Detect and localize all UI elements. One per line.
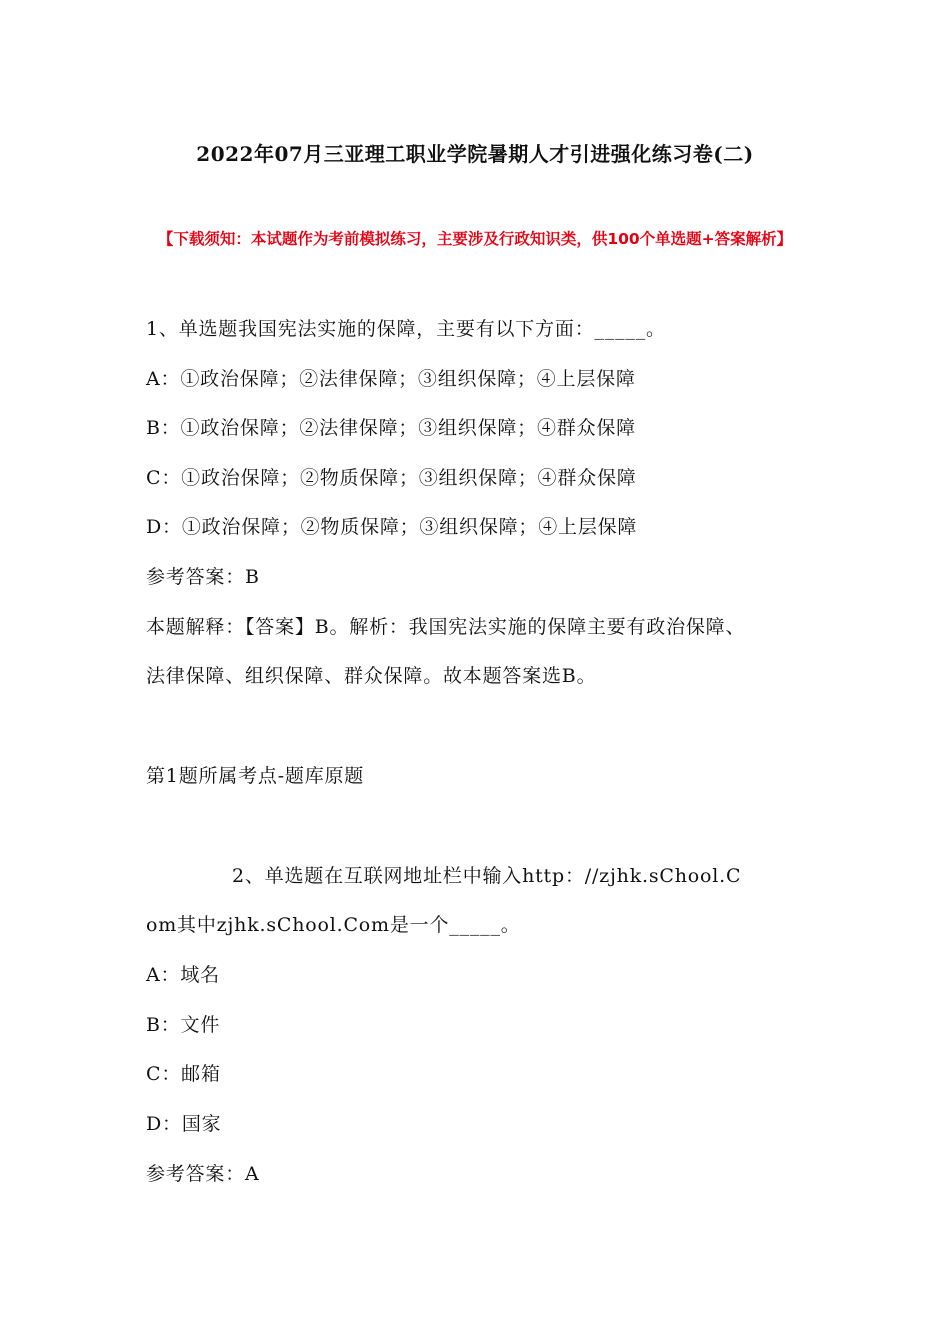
question-1-knowledge-point: 第1题所属考点-题库原题 bbox=[146, 765, 365, 787]
question-2-stem-line-2: om其中zjhk.sChool.Com是一个_____。 bbox=[146, 914, 521, 936]
question-2-option-a: A：域名 bbox=[146, 964, 220, 986]
document-title: 2022年07月三亚理工职业学院暑期人才引进强化练习卷(二) bbox=[196, 142, 754, 166]
question-1-explanation-line-2: 法律保障、组织保障、群众保障。故本题答案选B。 bbox=[146, 665, 597, 687]
question-1-option-a: A：①政治保障；②法律保障；③组织保障；④上层保障 bbox=[146, 368, 636, 390]
download-notice: 【下载须知：本试题作为考前模拟练习，主要涉及行政知识类，供100个单选题+答案解析】 bbox=[157, 230, 793, 248]
question-1-answer: 参考答案：B bbox=[146, 566, 260, 588]
question-1-option-b: B：①政治保障；②法律保障；③组织保障；④群众保障 bbox=[146, 417, 636, 439]
question-1-option-d: D：①政治保障；②物质保障；③组织保障；④上层保障 bbox=[146, 516, 638, 538]
question-2-stem-line-1: 2、单选题在互联网地址栏中输入http：//zjhk.sChool.C bbox=[232, 865, 742, 887]
question-1-stem: 1、单选题我国宪法实施的保障，主要有以下方面：_____。 bbox=[146, 318, 666, 340]
question-2-option-b: B：文件 bbox=[146, 1014, 221, 1036]
question-1-explanation-line-1: 本题解释：【答案】B。解析：我国宪法实施的保障主要有政治保障、 bbox=[146, 616, 746, 638]
question-2-option-c: C：邮箱 bbox=[146, 1063, 221, 1085]
question-2-option-d: D：国家 bbox=[146, 1113, 222, 1135]
question-1-option-c: C：①政治保障；②物质保障；③组织保障；④群众保障 bbox=[146, 467, 637, 489]
question-2-answer: 参考答案：A bbox=[146, 1163, 260, 1185]
